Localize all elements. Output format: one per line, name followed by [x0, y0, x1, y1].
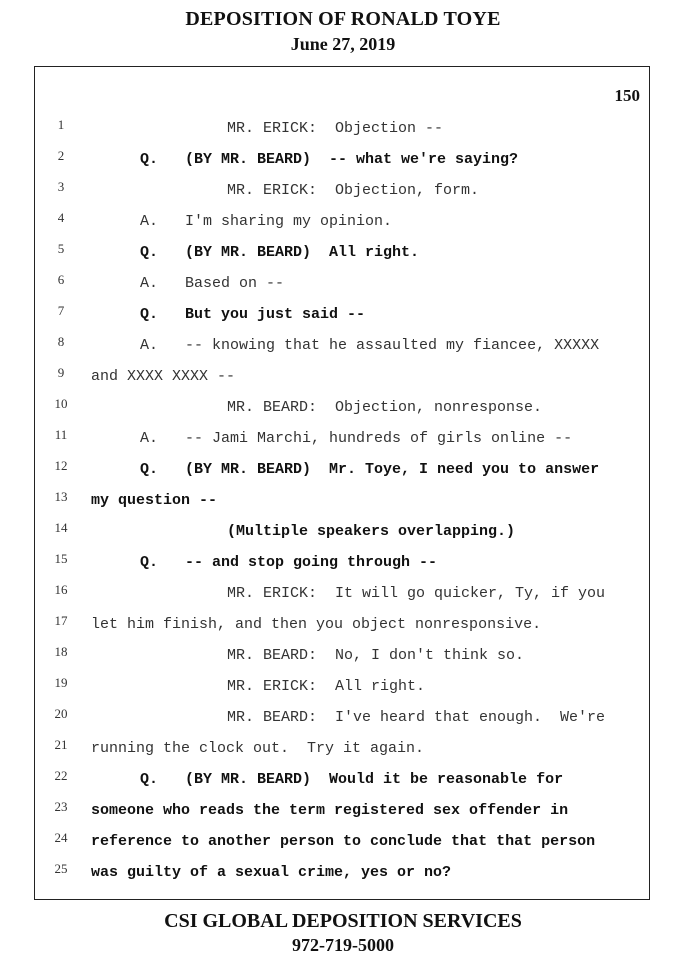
line-number: 12	[54, 458, 68, 473]
transcript-line	[34, 547, 650, 578]
line-number: 5	[57, 241, 65, 256]
line-text: running the clock out. Try it again.	[91, 740, 425, 757]
line-number: 19	[54, 675, 68, 690]
transcript-line	[34, 237, 650, 268]
transcript-line	[34, 609, 650, 640]
transcript-line	[34, 826, 650, 857]
line-number: 11	[54, 427, 68, 442]
line-text: and XXXX XXXX --	[91, 368, 236, 385]
line-number: 1	[57, 117, 65, 132]
line-text: MR. ERICK: It will go quicker, Ty, if you	[227, 585, 606, 602]
transcript-line	[34, 206, 650, 237]
line-text: MR. ERICK: Objection --	[227, 120, 444, 137]
transcript-line	[34, 423, 650, 454]
transcript-line	[34, 330, 650, 361]
line-number: 13	[54, 489, 68, 504]
line-text: A. Based on --	[140, 275, 285, 292]
footer-phone: 972-719-5000	[292, 935, 394, 955]
line-number: 14	[54, 520, 68, 535]
transcript-line	[34, 857, 650, 888]
transcript-line	[34, 268, 650, 299]
line-number: 9	[57, 365, 65, 380]
transcript-line	[34, 485, 650, 516]
transcript-line	[34, 454, 650, 485]
transcript-line	[34, 516, 650, 547]
line-number: 22	[54, 768, 68, 783]
line-text: reference to another person to conclude that that person	[91, 833, 596, 850]
deposition-date: June 27, 2019	[290, 34, 396, 54]
line-number: 2	[57, 148, 65, 163]
line-text: Q. (BY MR. BEARD) Would it be reasonable for	[140, 771, 564, 788]
transcript-line	[34, 175, 650, 206]
line-number: 10	[54, 396, 68, 411]
line-text: Q. (BY MR. BEARD) Mr. Toye, I need you to answer	[140, 461, 600, 478]
line-number: 23	[54, 799, 68, 814]
line-number: 25	[54, 861, 68, 876]
line-number: 21	[54, 737, 68, 752]
line-text: was guilty of a sexual crime, yes or no?	[91, 864, 452, 881]
line-number: 4	[57, 210, 65, 225]
transcript-line	[34, 299, 650, 330]
transcript-line	[34, 702, 650, 733]
line-number: 18	[54, 644, 68, 659]
line-number: 7	[57, 303, 65, 318]
line-text: Q. (BY MR. BEARD) All right.	[140, 244, 420, 261]
document-title: DEPOSITION OF RONALD TOYE	[185, 8, 501, 30]
line-text: someone who reads the term registered sex offender in	[91, 802, 569, 819]
line-text: MR. BEARD: Objection, nonresponse.	[227, 399, 543, 416]
line-text: MR. ERICK: All right.	[227, 678, 426, 695]
line-text: A. -- knowing that he assaulted my fiancee, XXXXX	[140, 337, 600, 354]
line-number: 3	[57, 179, 65, 194]
line-text: Q. -- and stop going through --	[140, 554, 438, 571]
transcript-line	[34, 671, 650, 702]
line-number: 6	[57, 272, 65, 287]
line-text: let him finish, and then you object nonresponsive.	[91, 616, 542, 633]
line-number: 17	[54, 613, 68, 628]
line-text: my question --	[91, 492, 218, 509]
line-text: Q. But you just said --	[140, 306, 366, 323]
transcript-line	[34, 578, 650, 609]
transcript-line	[34, 392, 650, 423]
transcript-line	[34, 764, 650, 795]
transcript-line	[34, 733, 650, 764]
line-text: (Multiple speakers overlapping.)	[227, 523, 516, 540]
transcript-line	[34, 361, 650, 392]
line-number: 24	[54, 830, 68, 845]
transcript-line	[34, 144, 650, 175]
line-text: Q. (BY MR. BEARD) -- what we're saying?	[140, 151, 519, 168]
line-text: A. I'm sharing my opinion.	[140, 213, 393, 230]
footer-company: CSI GLOBAL DEPOSITION SERVICES	[164, 910, 522, 932]
line-text: MR. BEARD: I've heard that enough. We're	[227, 709, 606, 726]
transcript-line	[34, 640, 650, 671]
transcript-line	[34, 113, 650, 144]
line-text: A. -- Jami Marchi, hundreds of girls online --	[140, 430, 573, 447]
line-number: 20	[54, 706, 68, 721]
transcript-line	[34, 795, 650, 826]
page-number: 150	[614, 86, 640, 105]
line-number: 15	[54, 551, 68, 566]
line-number: 16	[54, 582, 68, 597]
line-text: MR. BEARD: No, I don't think so.	[227, 647, 525, 664]
line-text: MR. ERICK: Objection, form.	[227, 182, 480, 199]
line-number: 8	[57, 334, 65, 349]
